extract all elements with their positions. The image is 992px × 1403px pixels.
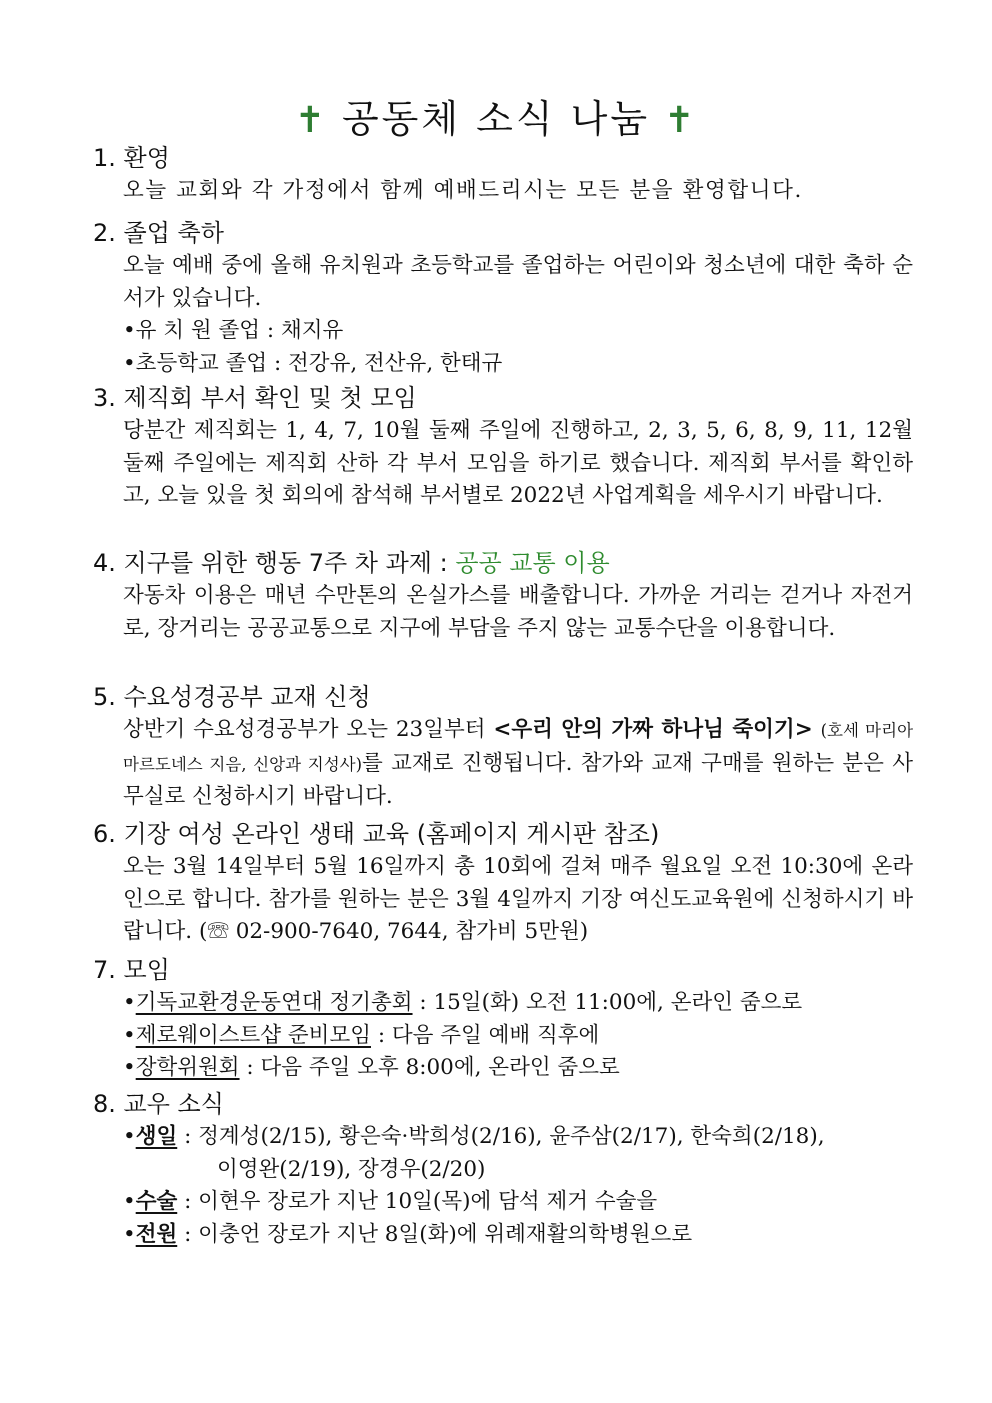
section-heading: 8. 교우 소식 [93, 1090, 224, 1118]
section-text: 자동차 이용은 매년 수만톤의 온실가스를 배출합니다. 가까운 거리는 걷거나 자전거로, 장거리는 공공교통으로 지구에 부담을 주지 않는 교통수단을 이용합니다. [123, 583, 913, 641]
meeting-name: 장학위원회 [135, 1055, 240, 1080]
section-text: 당분간 제직회는 1, 4, 7, 10월 둘째 주일에 진행하고, 2, 3, 5, 6, 8, 9, 11, 12월 둘째 주일에는 제직회 산하 각 부서 모임을 하기로 했습니다. 제직회 부서를 확인하고, 오늘 있을 첫 회의에 참석해 부서별로 2022년 사업계획을 세우시기 바랍니다. [123, 418, 913, 508]
section-text: 오는 3월 14일부터 5월 16일까지 총 10회에 걸쳐 매주 월요일 오전 10:30에 온라인으로 합니다. 참가를 원하는 분은 3월 4일까지 기장 여신도교육원에 신청하시기 바랍니다. (☏ 02-900-7640, 7644, 참가비 5만원) [123, 854, 913, 944]
surgery-item: •수술 : 이현우 장로가 지난 10일(목)에 담석 제거 수술을 [123, 1189, 658, 1214]
section-member-news [93, 1087, 913, 1251]
section-heading: 5. 수요성경공부 교재 신청 [93, 683, 371, 711]
section-earth-action [93, 546, 913, 645]
meeting-name: 기독교환경운동연대 정기총회 [135, 990, 413, 1015]
section-heading: 1. 환영 [93, 144, 170, 172]
section-text: 상반기 수요성경공부가 오는 23일부터 <우리 안의 가짜 하나님 죽이기> (호세 마리아 마르도네스 지음, 신앙과 지성사)를 교재로 진행됩니다. 참가와 교재 구매를 원하는 분은 사무실로 신청하시기 바랍니다. [123, 717, 914, 809]
book-title: <우리 안의 가짜 하나님 죽이기> [493, 717, 813, 742]
meeting-name: 제로웨이스트샵 준비모임 [135, 1022, 371, 1048]
book-author: (호세 마리아 마르도네스 지음, 신앙과 지성사) [123, 721, 914, 774]
section-heading: 3. 제직회 부서 확인 및 첫 모임 [93, 384, 417, 412]
section-graduation [93, 216, 913, 380]
birthday-item-continued: 이영완(2/19), 장경우(2/20) [217, 1156, 486, 1182]
meeting-item: •제로웨이스트샵 준비모임 : 다음 주일 예배 직후에 [123, 1022, 600, 1048]
transfer-item: •전원 : 이충언 장로가 지난 8일(화)에 위례재활의학병원으로 [123, 1221, 693, 1247]
section-meetings [93, 953, 913, 1085]
section-text: 오늘 교회와 각 가정에서 함께 예배드리시는 모든 분을 환영합니다. [123, 178, 803, 203]
section-text: 오늘 예배 중에 올해 유치원과 초등학교를 졸업하는 어린이와 청소년에 대한 축하 순서가 있습니다. [123, 253, 913, 311]
task-highlight: 공공 교통 이용 [455, 549, 610, 577]
cross-icon: ✝ [294, 100, 328, 141]
surgery-label: 수술 [135, 1189, 178, 1214]
graduate-item: •초등학교 졸업 : 전강유, 전산유, 한태규 [123, 350, 503, 376]
graduate-item: •유 치 원 졸업 : 채지유 [123, 318, 344, 343]
section-committee [93, 381, 913, 513]
title-text: 공동체 소식 나눔 [341, 97, 651, 141]
section-bible-study [93, 680, 913, 814]
meeting-item: •장학위원회 : 다음 주일 오후 8:00에, 온라인 줌으로 [123, 1055, 620, 1080]
section-welcome [93, 141, 913, 208]
section-eco-education [93, 817, 913, 949]
page-title [0, 88, 992, 143]
section-heading: 6. 기장 여성 온라인 생태 교육 (홈페이지 게시판 참조) [93, 820, 660, 848]
meeting-item: •기독교환경운동연대 정기총회 : 15일(화) 오전 11:00에, 온라인 줌으로 [123, 990, 803, 1015]
cross-icon: ✝ [664, 100, 698, 141]
transfer-label: 전원 [135, 1221, 178, 1247]
birthday-label: 생일 [135, 1124, 178, 1149]
section-heading: 4. 지구를 위한 행동 7주 차 과제 : 공공 교통 이용 [93, 549, 610, 577]
section-heading: 2. 졸업 축하 [93, 219, 224, 247]
birthday-item: •생일 : 정계성(2/15), 황은숙·박희성(2/16), 윤주삼(2/17), 한숙희(2/18), [123, 1124, 825, 1149]
section-heading: 7. 모임 [93, 956, 170, 984]
